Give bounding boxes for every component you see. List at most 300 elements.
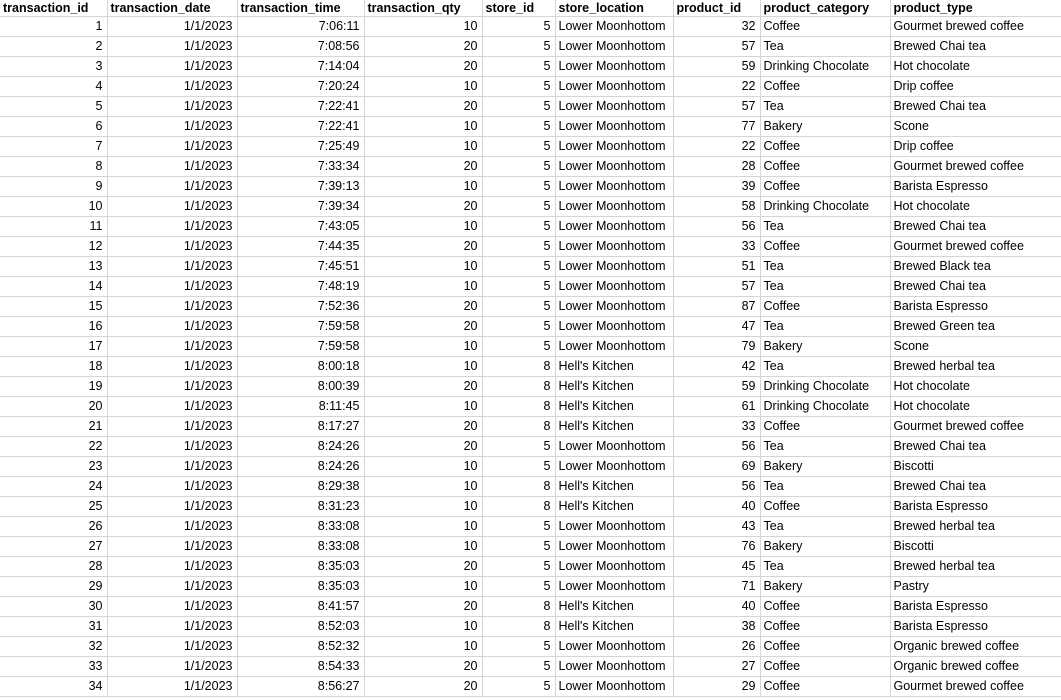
cell-transaction_id[interactable]: 22 [0, 437, 107, 457]
cell-transaction_id[interactable]: 30 [0, 597, 107, 617]
cell-transaction_qty[interactable]: 20 [364, 237, 482, 257]
cell-product_category[interactable]: Tea [760, 257, 890, 277]
cell-store_location[interactable]: Hell's Kitchen [555, 377, 673, 397]
cell-transaction_date[interactable]: 1/1/2023 [107, 77, 237, 97]
cell-store_location[interactable]: Hell's Kitchen [555, 597, 673, 617]
cell-product_type[interactable]: Brewed herbal tea [890, 557, 1061, 577]
cell-store_location[interactable]: Lower Moonhottom [555, 557, 673, 577]
cell-transaction_id[interactable]: 10 [0, 197, 107, 217]
cell-transaction_time[interactable]: 7:59:58 [237, 317, 364, 337]
cell-product_id[interactable]: 71 [673, 577, 760, 597]
cell-transaction_date[interactable]: 1/1/2023 [107, 537, 237, 557]
cell-store_location[interactable]: Lower Moonhottom [555, 657, 673, 677]
cell-store_id[interactable]: 5 [482, 257, 555, 277]
cell-transaction_id[interactable]: 21 [0, 417, 107, 437]
cell-product_id[interactable]: 56 [673, 437, 760, 457]
cell-transaction_date[interactable]: 1/1/2023 [107, 437, 237, 457]
cell-transaction_time[interactable]: 8:35:03 [237, 557, 364, 577]
cell-product_type[interactable]: Brewed Chai tea [890, 277, 1061, 297]
column-header-transaction-id[interactable]: transaction_id [0, 0, 107, 17]
cell-transaction_time[interactable]: 7:20:24 [237, 77, 364, 97]
cell-transaction_time[interactable]: 8:11:45 [237, 397, 364, 417]
cell-transaction_qty[interactable]: 20 [364, 157, 482, 177]
cell-transaction_time[interactable]: 8:24:26 [237, 437, 364, 457]
cell-product_type[interactable]: Brewed Chai tea [890, 97, 1061, 117]
cell-transaction_date[interactable]: 1/1/2023 [107, 337, 237, 357]
cell-store_id[interactable]: 5 [482, 197, 555, 217]
cell-transaction_time[interactable]: 8:29:38 [237, 477, 364, 497]
cell-product_id[interactable]: 76 [673, 537, 760, 557]
cell-product_category[interactable]: Bakery [760, 117, 890, 137]
cell-transaction_qty[interactable]: 10 [364, 477, 482, 497]
cell-transaction_date[interactable]: 1/1/2023 [107, 37, 237, 57]
cell-transaction_date[interactable]: 1/1/2023 [107, 577, 237, 597]
cell-store_id[interactable]: 8 [482, 497, 555, 517]
cell-store_location[interactable]: Lower Moonhottom [555, 257, 673, 277]
cell-product_category[interactable]: Bakery [760, 577, 890, 597]
cell-store_id[interactable]: 5 [482, 237, 555, 257]
cell-transaction_date[interactable]: 1/1/2023 [107, 597, 237, 617]
cell-product_type[interactable]: Barista Espresso [890, 297, 1061, 317]
cell-store_location[interactable]: Lower Moonhottom [555, 437, 673, 457]
cell-product_category[interactable]: Coffee [760, 417, 890, 437]
cell-product_id[interactable]: 27 [673, 657, 760, 677]
cell-store_id[interactable]: 5 [482, 537, 555, 557]
cell-product_id[interactable]: 59 [673, 57, 760, 77]
cell-product_type[interactable]: Gourmet brewed coffee [890, 677, 1061, 697]
cell-transaction_id[interactable]: 1 [0, 17, 107, 37]
cell-transaction_id[interactable]: 29 [0, 577, 107, 597]
cell-transaction_id[interactable]: 12 [0, 237, 107, 257]
cell-store_id[interactable]: 5 [482, 457, 555, 477]
cell-product_id[interactable]: 42 [673, 357, 760, 377]
cell-product_type[interactable]: Drip coffee [890, 77, 1061, 97]
cell-product_id[interactable]: 45 [673, 557, 760, 577]
cell-store_location[interactable]: Lower Moonhottom [555, 177, 673, 197]
cell-transaction_qty[interactable]: 10 [364, 277, 482, 297]
cell-transaction_time[interactable]: 7:14:04 [237, 57, 364, 77]
cell-product_id[interactable]: 57 [673, 37, 760, 57]
cell-transaction_id[interactable]: 31 [0, 617, 107, 637]
cell-product_type[interactable]: Barista Espresso [890, 497, 1061, 517]
cell-product_category[interactable]: Bakery [760, 537, 890, 557]
cell-store_location[interactable]: Lower Moonhottom [555, 237, 673, 257]
cell-store_id[interactable]: 5 [482, 177, 555, 197]
cell-transaction_qty[interactable]: 20 [364, 297, 482, 317]
cell-transaction_date[interactable]: 1/1/2023 [107, 677, 237, 697]
cell-product_id[interactable]: 79 [673, 337, 760, 357]
cell-transaction_qty[interactable]: 10 [364, 257, 482, 277]
cell-product_category[interactable]: Bakery [760, 457, 890, 477]
cell-transaction_id[interactable]: 17 [0, 337, 107, 357]
cell-store_location[interactable]: Hell's Kitchen [555, 357, 673, 377]
cell-product_id[interactable]: 28 [673, 157, 760, 177]
cell-transaction_date[interactable]: 1/1/2023 [107, 317, 237, 337]
cell-product_category[interactable]: Coffee [760, 597, 890, 617]
cell-transaction_qty[interactable]: 20 [364, 557, 482, 577]
cell-product_category[interactable]: Coffee [760, 137, 890, 157]
cell-store_location[interactable]: Lower Moonhottom [555, 517, 673, 537]
cell-product_type[interactable]: Brewed Green tea [890, 317, 1061, 337]
cell-product_category[interactable]: Coffee [760, 17, 890, 37]
cell-transaction_id[interactable]: 27 [0, 537, 107, 557]
cell-transaction_date[interactable]: 1/1/2023 [107, 17, 237, 37]
cell-product_id[interactable]: 22 [673, 77, 760, 97]
cell-product_category[interactable]: Coffee [760, 177, 890, 197]
cell-store_location[interactable]: Lower Moonhottom [555, 57, 673, 77]
cell-transaction_qty[interactable]: 20 [364, 677, 482, 697]
cell-transaction_qty[interactable]: 10 [364, 217, 482, 237]
cell-store_id[interactable]: 5 [482, 277, 555, 297]
cell-transaction_time[interactable]: 7:43:05 [237, 217, 364, 237]
cell-transaction_qty[interactable]: 10 [364, 17, 482, 37]
cell-transaction_time[interactable]: 8:54:33 [237, 657, 364, 677]
cell-transaction_time[interactable]: 7:48:19 [237, 277, 364, 297]
cell-store_location[interactable]: Hell's Kitchen [555, 497, 673, 517]
cell-product_id[interactable]: 40 [673, 597, 760, 617]
cell-product_type[interactable]: Gourmet brewed coffee [890, 237, 1061, 257]
cell-transaction_time[interactable]: 8:33:08 [237, 537, 364, 557]
cell-transaction_id[interactable]: 3 [0, 57, 107, 77]
cell-product_category[interactable]: Coffee [760, 657, 890, 677]
cell-transaction_qty[interactable]: 10 [364, 637, 482, 657]
cell-transaction_time[interactable]: 8:52:32 [237, 637, 364, 657]
cell-transaction_date[interactable]: 1/1/2023 [107, 417, 237, 437]
cell-transaction_id[interactable]: 28 [0, 557, 107, 577]
cell-product_id[interactable]: 40 [673, 497, 760, 517]
cell-transaction_id[interactable]: 33 [0, 657, 107, 677]
cell-store_id[interactable]: 5 [482, 137, 555, 157]
cell-transaction_qty[interactable]: 20 [364, 437, 482, 457]
cell-store_id[interactable]: 5 [482, 637, 555, 657]
cell-transaction_id[interactable]: 23 [0, 457, 107, 477]
cell-transaction_qty[interactable]: 20 [364, 657, 482, 677]
cell-transaction_time[interactable]: 7:39:34 [237, 197, 364, 217]
cell-store_id[interactable]: 5 [482, 97, 555, 117]
cell-transaction_qty[interactable]: 20 [364, 97, 482, 117]
cell-product_category[interactable]: Bakery [760, 337, 890, 357]
cell-transaction_date[interactable]: 1/1/2023 [107, 297, 237, 317]
cell-transaction_date[interactable]: 1/1/2023 [107, 217, 237, 237]
cell-transaction_id[interactable]: 11 [0, 217, 107, 237]
cell-product_id[interactable]: 87 [673, 297, 760, 317]
column-header-product-category[interactable]: product_category [760, 0, 890, 17]
cell-product_category[interactable]: Coffee [760, 77, 890, 97]
cell-product_id[interactable]: 33 [673, 417, 760, 437]
cell-product_id[interactable]: 38 [673, 617, 760, 637]
cell-store_id[interactable]: 5 [482, 217, 555, 237]
cell-store_location[interactable]: Lower Moonhottom [555, 97, 673, 117]
cell-transaction_id[interactable]: 25 [0, 497, 107, 517]
cell-store_id[interactable]: 5 [482, 677, 555, 697]
cell-transaction_id[interactable]: 19 [0, 377, 107, 397]
cell-product_category[interactable]: Tea [760, 477, 890, 497]
cell-transaction_time[interactable]: 8:56:27 [237, 677, 364, 697]
column-header-store-id[interactable]: store_id [482, 0, 555, 17]
cell-product_category[interactable]: Tea [760, 437, 890, 457]
cell-product_id[interactable]: 33 [673, 237, 760, 257]
cell-product_id[interactable]: 39 [673, 177, 760, 197]
cell-store_id[interactable]: 5 [482, 657, 555, 677]
cell-store_location[interactable]: Hell's Kitchen [555, 477, 673, 497]
cell-store_id[interactable]: 5 [482, 157, 555, 177]
cell-transaction_time[interactable]: 8:00:18 [237, 357, 364, 377]
cell-transaction_time[interactable]: 8:00:39 [237, 377, 364, 397]
cell-store_location[interactable]: Lower Moonhottom [555, 157, 673, 177]
cell-store_id[interactable]: 5 [482, 77, 555, 97]
cell-transaction_time[interactable]: 7:44:35 [237, 237, 364, 257]
cell-transaction_id[interactable]: 18 [0, 357, 107, 377]
cell-transaction_time[interactable]: 8:17:27 [237, 417, 364, 437]
cell-product_category[interactable]: Coffee [760, 677, 890, 697]
cell-transaction_qty[interactable]: 10 [364, 457, 482, 477]
cell-product_id[interactable]: 26 [673, 637, 760, 657]
column-header-transaction-qty[interactable]: transaction_qty [364, 0, 482, 17]
cell-transaction_time[interactable]: 7:22:41 [237, 117, 364, 137]
cell-product_category[interactable]: Tea [760, 277, 890, 297]
cell-store_id[interactable]: 5 [482, 117, 555, 137]
cell-product_category[interactable]: Drinking Chocolate [760, 197, 890, 217]
cell-product_type[interactable]: Hot chocolate [890, 397, 1061, 417]
cell-product_category[interactable]: Drinking Chocolate [760, 377, 890, 397]
cell-product_category[interactable]: Tea [760, 317, 890, 337]
cell-transaction_id[interactable]: 24 [0, 477, 107, 497]
cell-product_type[interactable]: Biscotti [890, 457, 1061, 477]
cell-product_category[interactable]: Drinking Chocolate [760, 57, 890, 77]
cell-product_id[interactable]: 57 [673, 277, 760, 297]
cell-transaction_qty[interactable]: 20 [364, 37, 482, 57]
cell-transaction_time[interactable]: 7:22:41 [237, 97, 364, 117]
cell-transaction_date[interactable]: 1/1/2023 [107, 97, 237, 117]
cell-transaction_time[interactable]: 8:41:57 [237, 597, 364, 617]
cell-transaction_id[interactable]: 7 [0, 137, 107, 157]
cell-product_id[interactable]: 59 [673, 377, 760, 397]
cell-transaction_qty[interactable]: 10 [364, 357, 482, 377]
cell-product_category[interactable]: Tea [760, 37, 890, 57]
cell-store_id[interactable]: 8 [482, 477, 555, 497]
cell-product_category[interactable]: Coffee [760, 297, 890, 317]
cell-product_type[interactable]: Barista Espresso [890, 597, 1061, 617]
cell-transaction_qty[interactable]: 10 [364, 397, 482, 417]
cell-store_id[interactable]: 8 [482, 357, 555, 377]
cell-transaction_date[interactable]: 1/1/2023 [107, 277, 237, 297]
cell-product_category[interactable]: Coffee [760, 637, 890, 657]
cell-transaction_time[interactable]: 7:52:36 [237, 297, 364, 317]
cell-store_id[interactable]: 5 [482, 437, 555, 457]
cell-store_id[interactable]: 5 [482, 337, 555, 357]
cell-product_id[interactable]: 47 [673, 317, 760, 337]
cell-store_id[interactable]: 5 [482, 17, 555, 37]
cell-transaction_date[interactable]: 1/1/2023 [107, 137, 237, 157]
cell-store_location[interactable]: Lower Moonhottom [555, 577, 673, 597]
cell-transaction_date[interactable]: 1/1/2023 [107, 177, 237, 197]
cell-product_id[interactable]: 22 [673, 137, 760, 157]
cell-product_type[interactable]: Brewed herbal tea [890, 357, 1061, 377]
cell-store_id[interactable]: 5 [482, 57, 555, 77]
cell-store_location[interactable]: Lower Moonhottom [555, 457, 673, 477]
cell-product_category[interactable]: Tea [760, 557, 890, 577]
cell-store_id[interactable]: 5 [482, 557, 555, 577]
cell-product_category[interactable]: Tea [760, 217, 890, 237]
cell-transaction_date[interactable]: 1/1/2023 [107, 357, 237, 377]
cell-product_id[interactable]: 56 [673, 477, 760, 497]
cell-product_type[interactable]: Organic brewed coffee [890, 657, 1061, 677]
cell-store_id[interactable]: 5 [482, 297, 555, 317]
cell-product_id[interactable]: 29 [673, 677, 760, 697]
cell-transaction_date[interactable]: 1/1/2023 [107, 117, 237, 137]
cell-product_id[interactable]: 57 [673, 97, 760, 117]
cell-store_id[interactable]: 5 [482, 37, 555, 57]
cell-transaction_date[interactable]: 1/1/2023 [107, 637, 237, 657]
cell-transaction_date[interactable]: 1/1/2023 [107, 557, 237, 577]
cell-transaction_time[interactable]: 8:52:03 [237, 617, 364, 637]
cell-store_location[interactable]: Lower Moonhottom [555, 277, 673, 297]
cell-product_type[interactable]: Hot chocolate [890, 57, 1061, 77]
cell-store_location[interactable]: Lower Moonhottom [555, 197, 673, 217]
column-header-transaction-time[interactable]: transaction_time [237, 0, 364, 17]
cell-transaction_date[interactable]: 1/1/2023 [107, 657, 237, 677]
cell-transaction_qty[interactable]: 10 [364, 177, 482, 197]
cell-transaction_qty[interactable]: 10 [364, 537, 482, 557]
cell-transaction_time[interactable]: 7:39:13 [237, 177, 364, 197]
cell-store_location[interactable]: Hell's Kitchen [555, 397, 673, 417]
cell-transaction_time[interactable]: 8:31:23 [237, 497, 364, 517]
cell-transaction_qty[interactable]: 10 [364, 77, 482, 97]
cell-store_id[interactable]: 8 [482, 597, 555, 617]
cell-transaction_id[interactable]: 26 [0, 517, 107, 537]
cell-transaction_id[interactable]: 4 [0, 77, 107, 97]
cell-transaction_date[interactable]: 1/1/2023 [107, 57, 237, 77]
cell-store_id[interactable]: 8 [482, 377, 555, 397]
cell-store_location[interactable]: Lower Moonhottom [555, 677, 673, 697]
cell-product_type[interactable]: Barista Espresso [890, 177, 1061, 197]
cell-transaction_qty[interactable]: 10 [364, 517, 482, 537]
cell-transaction_date[interactable]: 1/1/2023 [107, 157, 237, 177]
cell-product_id[interactable]: 32 [673, 17, 760, 37]
cell-product_type[interactable]: Brewed Chai tea [890, 477, 1061, 497]
cell-product_type[interactable]: Brewed Chai tea [890, 437, 1061, 457]
cell-product_category[interactable]: Coffee [760, 497, 890, 517]
cell-store_location[interactable]: Lower Moonhottom [555, 77, 673, 97]
cell-transaction_time[interactable]: 8:24:26 [237, 457, 364, 477]
cell-transaction_qty[interactable]: 20 [364, 417, 482, 437]
cell-transaction_time[interactable]: 7:59:58 [237, 337, 364, 357]
cell-product_type[interactable]: Barista Espresso [890, 617, 1061, 637]
cell-transaction_qty[interactable]: 10 [364, 577, 482, 597]
cell-store_location[interactable]: Lower Moonhottom [555, 317, 673, 337]
cell-transaction_id[interactable]: 5 [0, 97, 107, 117]
column-header-transaction-date[interactable]: transaction_date [107, 0, 237, 17]
cell-transaction_id[interactable]: 14 [0, 277, 107, 297]
cell-transaction_date[interactable]: 1/1/2023 [107, 397, 237, 417]
cell-product_type[interactable]: Biscotti [890, 537, 1061, 557]
cell-store_location[interactable]: Lower Moonhottom [555, 17, 673, 37]
cell-product_id[interactable]: 43 [673, 517, 760, 537]
cell-store_location[interactable]: Lower Moonhottom [555, 337, 673, 357]
cell-transaction_id[interactable]: 2 [0, 37, 107, 57]
cell-transaction_qty[interactable]: 10 [364, 117, 482, 137]
cell-product_category[interactable]: Coffee [760, 237, 890, 257]
cell-product_type[interactable]: Hot chocolate [890, 197, 1061, 217]
cell-transaction_date[interactable]: 1/1/2023 [107, 377, 237, 397]
cell-transaction_id[interactable]: 34 [0, 677, 107, 697]
cell-store_location[interactable]: Lower Moonhottom [555, 537, 673, 557]
cell-product_category[interactable]: Tea [760, 97, 890, 117]
cell-product_id[interactable]: 58 [673, 197, 760, 217]
cell-transaction_date[interactable]: 1/1/2023 [107, 477, 237, 497]
cell-product_type[interactable]: Brewed Chai tea [890, 37, 1061, 57]
cell-product_type[interactable]: Brewed herbal tea [890, 517, 1061, 537]
cell-store_location[interactable]: Lower Moonhottom [555, 637, 673, 657]
cell-transaction_qty[interactable]: 20 [364, 317, 482, 337]
cell-store_id[interactable]: 8 [482, 417, 555, 437]
cell-product_id[interactable]: 69 [673, 457, 760, 477]
cell-store_location[interactable]: Hell's Kitchen [555, 617, 673, 637]
cell-transaction_qty[interactable]: 20 [364, 597, 482, 617]
cell-store_location[interactable]: Lower Moonhottom [555, 137, 673, 157]
cell-transaction_date[interactable]: 1/1/2023 [107, 197, 237, 217]
cell-product_type[interactable]: Hot chocolate [890, 377, 1061, 397]
cell-product_type[interactable]: Pastry [890, 577, 1061, 597]
cell-product_type[interactable]: Scone [890, 337, 1061, 357]
column-header-product-id[interactable]: product_id [673, 0, 760, 17]
cell-transaction_date[interactable]: 1/1/2023 [107, 517, 237, 537]
cell-transaction_id[interactable]: 15 [0, 297, 107, 317]
cell-transaction_time[interactable]: 7:25:49 [237, 137, 364, 157]
cell-store_id[interactable]: 5 [482, 317, 555, 337]
cell-product_type[interactable]: Gourmet brewed coffee [890, 157, 1061, 177]
cell-transaction_date[interactable]: 1/1/2023 [107, 257, 237, 277]
cell-product_type[interactable]: Gourmet brewed coffee [890, 17, 1061, 37]
cell-store_location[interactable]: Hell's Kitchen [555, 417, 673, 437]
cell-transaction_id[interactable]: 16 [0, 317, 107, 337]
cell-transaction_id[interactable]: 8 [0, 157, 107, 177]
cell-product_type[interactable]: Brewed Chai tea [890, 217, 1061, 237]
cell-product_category[interactable]: Tea [760, 357, 890, 377]
cell-product_type[interactable]: Scone [890, 117, 1061, 137]
cell-store_id[interactable]: 8 [482, 617, 555, 637]
cell-transaction_id[interactable]: 32 [0, 637, 107, 657]
cell-product_type[interactable]: Brewed Black tea [890, 257, 1061, 277]
cell-store_id[interactable]: 5 [482, 577, 555, 597]
cell-transaction_qty[interactable]: 10 [364, 337, 482, 357]
cell-transaction_time[interactable]: 7:08:56 [237, 37, 364, 57]
cell-store_location[interactable]: Lower Moonhottom [555, 297, 673, 317]
cell-product_type[interactable]: Organic brewed coffee [890, 637, 1061, 657]
cell-store_id[interactable]: 5 [482, 517, 555, 537]
cell-store_id[interactable]: 8 [482, 397, 555, 417]
cell-product_id[interactable]: 56 [673, 217, 760, 237]
cell-transaction_date[interactable]: 1/1/2023 [107, 237, 237, 257]
cell-product_id[interactable]: 77 [673, 117, 760, 137]
cell-transaction_time[interactable]: 7:33:34 [237, 157, 364, 177]
column-header-product-type[interactable]: product_type [890, 0, 1061, 17]
cell-transaction_qty[interactable]: 10 [364, 617, 482, 637]
cell-transaction_id[interactable]: 6 [0, 117, 107, 137]
cell-store_location[interactable]: Lower Moonhottom [555, 117, 673, 137]
cell-transaction_qty[interactable]: 10 [364, 137, 482, 157]
cell-product_type[interactable]: Gourmet brewed coffee [890, 417, 1061, 437]
cell-transaction_time[interactable]: 7:45:51 [237, 257, 364, 277]
cell-product_category[interactable]: Coffee [760, 617, 890, 637]
cell-transaction_date[interactable]: 1/1/2023 [107, 497, 237, 517]
cell-transaction_id[interactable]: 13 [0, 257, 107, 277]
cell-product_category[interactable]: Tea [760, 517, 890, 537]
cell-transaction_date[interactable]: 1/1/2023 [107, 617, 237, 637]
cell-product_id[interactable]: 61 [673, 397, 760, 417]
cell-transaction_qty[interactable]: 20 [364, 197, 482, 217]
cell-product_id[interactable]: 51 [673, 257, 760, 277]
